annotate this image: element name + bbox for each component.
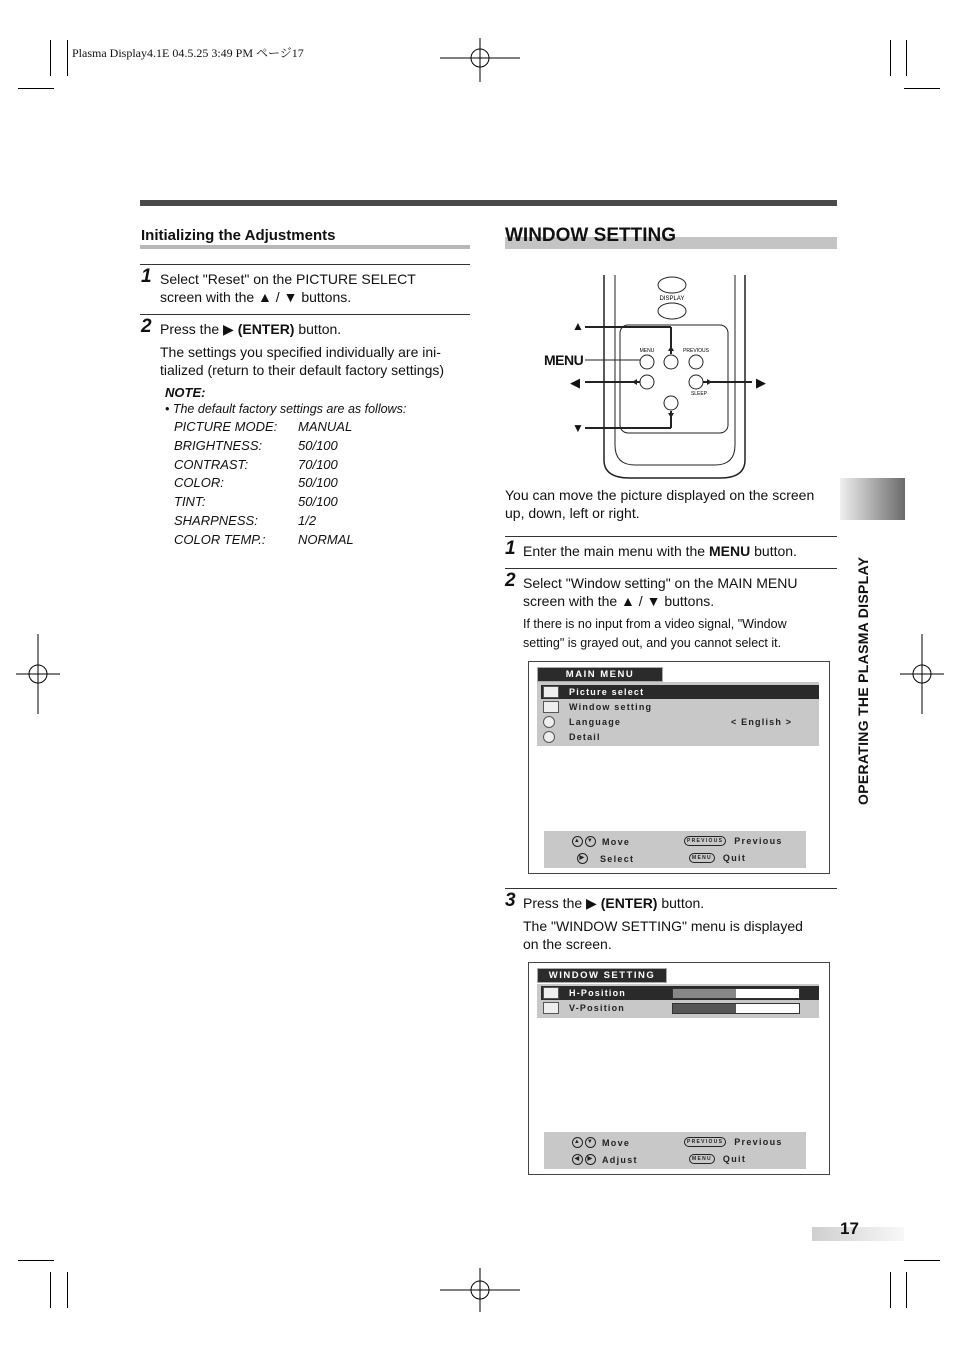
menu-button-icon: MENU <box>689 1154 715 1164</box>
registration-mark <box>16 634 60 714</box>
right-button-icon: ▶ <box>585 1154 596 1165</box>
footer-adjust: ◀ ▶ Adjust <box>572 1154 638 1165</box>
registration-mark <box>440 1268 520 1312</box>
step-number: 2 <box>505 570 516 591</box>
step-note: If there is no input from a video signal, "Window setting" is grayed out, and you cannot select it. <box>523 617 787 650</box>
print-header: Plasma Display4.1E 04.5.25 3:49 PM ページ17 <box>72 46 304 60</box>
step-text: Press the ▶ (ENTER) button. <box>160 321 342 337</box>
footer-previous: PREVIOUS Previous <box>684 836 783 846</box>
main-menu-tab: MAIN MENU <box>537 667 663 682</box>
svg-text:DISPLAY: DISPLAY <box>659 296 685 302</box>
chapter-label: OPERATING THE PLASMA DISPLAY <box>855 556 871 805</box>
section-rule <box>140 245 470 249</box>
main-menu-screen <box>528 661 830 874</box>
picture-icon <box>543 686 559 698</box>
window-setting-screen <box>528 962 830 1175</box>
step-number: 3 <box>505 890 516 911</box>
chapter-tab <box>840 478 905 520</box>
crop-mark <box>18 88 54 89</box>
note-title: NOTE: <box>165 385 206 400</box>
defaults-row: CONTRAST: 70/100 <box>174 456 338 472</box>
top-rule <box>140 200 837 206</box>
crop-mark <box>50 1272 51 1308</box>
defaults-row: PICTURE MODE: MANUAL <box>174 419 353 434</box>
left-button-icon: ◀ <box>572 1154 583 1165</box>
magnifier-icon <box>543 731 555 743</box>
footer-previous: PREVIOUS Previous <box>684 1137 783 1147</box>
defaults-row: TINT: 50/100 <box>174 494 338 510</box>
defaults-row: COLOR: 50/100 <box>174 475 338 491</box>
menu-button-icon: MENU <box>689 853 715 863</box>
crop-mark <box>50 40 51 76</box>
section-title-initializing: Initializing the Adjustments <box>141 227 336 244</box>
svg-text:PREVIOUS: PREVIOUS <box>683 348 709 354</box>
page-number: 17 <box>840 1219 859 1238</box>
registration-mark <box>900 634 944 714</box>
divider <box>140 264 470 265</box>
up-button-icon: ▲ <box>572 836 583 847</box>
divider <box>505 536 837 537</box>
step-text: Press the ▶ (ENTER) button. <box>523 895 705 911</box>
menu-item-detail[interactable]: Detail <box>541 730 819 744</box>
registration-mark <box>440 38 520 82</box>
svg-text:MENU: MENU <box>639 348 655 354</box>
footer-move: ▲ ▼ Move <box>573 1137 631 1148</box>
down-button-icon: ▼ <box>585 836 596 847</box>
footer-quit: MENU Quit <box>689 1154 746 1164</box>
v-position-icon <box>543 1002 559 1014</box>
v-position-slider[interactable] <box>672 1003 800 1014</box>
h-position-icon <box>543 987 559 999</box>
menu-item-language[interactable]: Language < English > <box>541 715 819 729</box>
step-number: 2 <box>141 316 152 337</box>
footer-select: ▶ Select <box>577 853 634 864</box>
main-menu-panel <box>537 682 819 746</box>
crop-mark <box>904 1260 940 1261</box>
menu-callout-label: MENU <box>544 352 584 368</box>
enter-button-icon: ▶ <box>577 853 588 864</box>
crop-mark <box>890 1272 891 1308</box>
window-icon <box>543 701 559 713</box>
step-paragraph: The settings you specified individually are ini- tialized (return to their default factory settings) <box>160 344 445 378</box>
window-setting-footer <box>544 1132 806 1169</box>
intro-text: You can move the picture displayed on the screen up, down, left or right. <box>505 487 815 521</box>
crop-mark <box>906 1272 907 1308</box>
main-menu-footer <box>544 831 806 868</box>
previous-button-icon: PREVIOUS <box>684 1137 726 1147</box>
crop-mark <box>18 1260 54 1261</box>
down-arrow-icon: ▼ <box>572 421 584 435</box>
crop-mark <box>890 40 891 76</box>
defaults-table <box>174 419 354 551</box>
footer-move: ▲ ▼ Move <box>573 836 631 847</box>
step-text: Select "Reset" on the PICTURE SELECT screen with the ▲ / ▼ buttons. <box>160 271 416 305</box>
menu-item-v-position[interactable]: V-Position <box>541 1001 819 1015</box>
crop-mark <box>906 40 907 76</box>
section-title-window-setting: WINDOW SETTING <box>505 225 676 246</box>
note-text: • The default factory settings are as follows: <box>165 402 407 416</box>
step-text: Enter the main menu with the MENU button. <box>523 543 797 559</box>
down-button-icon: ▼ <box>585 1137 596 1148</box>
up-button-icon: ▲ <box>572 1137 583 1148</box>
step-paragraph: The "WINDOW SETTING" menu is displayed on the screen. <box>523 918 803 952</box>
step-number: 1 <box>505 538 516 559</box>
step-number: 1 <box>141 266 152 287</box>
footer-quit: MENU Quit <box>689 853 746 863</box>
right-arrow-icon: ▶ <box>756 375 766 390</box>
crop-mark <box>67 40 68 76</box>
defaults-row: BRIGHTNESS: 50/100 <box>174 437 338 453</box>
defaults-row: COLOR TEMP.: NORMAL <box>174 531 354 547</box>
left-arrow-icon: ◀ <box>570 375 580 390</box>
svg-text:SLEEP: SLEEP <box>690 391 708 397</box>
divider <box>140 314 470 315</box>
h-position-slider[interactable] <box>672 988 800 999</box>
window-setting-tab: WINDOW SETTING <box>537 968 667 983</box>
divider <box>505 888 837 889</box>
globe-icon <box>543 716 555 728</box>
previous-button-icon: PREVIOUS <box>684 836 726 846</box>
divider <box>505 568 837 569</box>
up-arrow-icon: ▲ <box>572 319 584 333</box>
menu-item-window-setting[interactable]: Window setting <box>541 700 819 714</box>
crop-mark <box>904 88 940 89</box>
window-setting-panel <box>537 984 819 1018</box>
defaults-row: SHARPNESS: 1/2 <box>174 512 317 528</box>
crop-mark <box>67 1272 68 1308</box>
menu-item-h-position[interactable]: H-Position <box>541 986 819 1000</box>
menu-item-picture-select[interactable]: Picture select <box>541 685 819 699</box>
step-text: Select "Window setting" on the MAIN MENU screen with the ▲ / ▼ buttons. <box>523 575 798 609</box>
